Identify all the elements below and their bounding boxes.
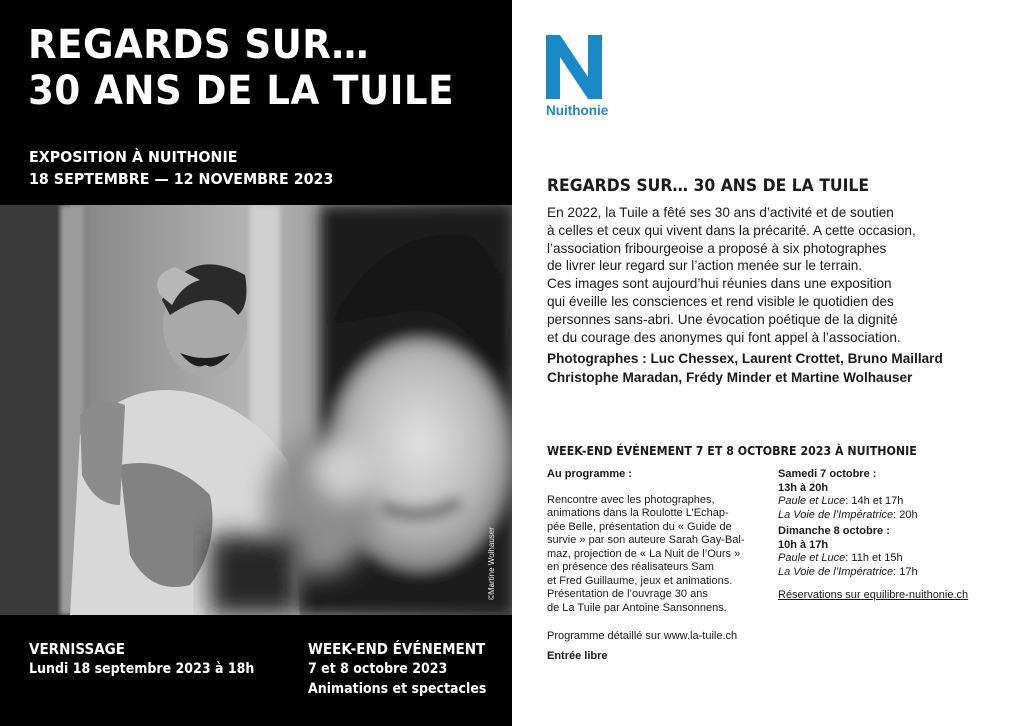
body-line: Ces images sont aujourd’hui réunies dans une exposition (547, 276, 892, 292)
show-name: La Voie de l’Impératrice (778, 565, 894, 578)
exhibition-info (29, 146, 333, 190)
exhibition-venue: EXPOSITION À NUITHONIE (29, 148, 238, 166)
free-entry-label: Entrée libre (547, 649, 608, 662)
show-times: : 14h et 17h (845, 495, 904, 507)
sunday-show2 (778, 566, 1008, 580)
weekend-block (308, 639, 486, 699)
programme-heading: Au programme : (547, 468, 632, 480)
programme-column (547, 468, 767, 663)
sunday-show1 (778, 552, 1008, 566)
weekend-subtitle: Animations et spectacles (308, 681, 487, 697)
programme-line: Rencontre avec les photographes, (547, 493, 715, 506)
main-title-line1: REGARDS SUR… (28, 22, 370, 68)
programme-line: Présentation de l’ouvrage 30 ans (547, 588, 708, 600)
programme-line: en présence des réalisateurs Sam (547, 561, 714, 573)
programme-line: et Fred Guillaume, jeux et animations. (547, 574, 733, 587)
body-line: l’association fribourgeoise a proposé à six photographes (547, 240, 887, 256)
main-title (28, 22, 454, 114)
show-times: : 17h (893, 565, 918, 578)
programme-line: pée Belle, présentation du « Guide de (547, 520, 732, 533)
programme-line: de La Tuile par Antoine Sansonnens. (547, 601, 727, 614)
weekend-title: WEEK-END ÉVÉNEMENT (308, 640, 486, 658)
sunday-day: Dimanche 8 octobre : (778, 525, 890, 537)
photographers-list (547, 350, 943, 387)
photographers-line1: Photographes : Luc Chessex, Laurent Crottet, Bruno Maillard (547, 351, 943, 366)
photo-credit: ©Martine Wolhauser (487, 527, 496, 600)
weekend-heading: WEEK-END ÉVÉNEMENT 7 ET 8 OCTOBRE 2023 À NUITHONIE (547, 444, 917, 458)
vernissage-date: Lundi 18 septembre 2023 à 18h (29, 661, 255, 677)
schedule-column (778, 468, 1008, 603)
body-line: et du courage des anonymes qui font appel à l’association. (547, 329, 901, 345)
right-panel (512, 0, 1024, 726)
weekend-dates: 7 et 8 octobre 2023 (308, 661, 448, 677)
photographers-line2: Christophe Maradan, Frédy Minder et Martine Wolhauser (547, 369, 913, 385)
exhibition-dates: 18 SEPTEMBRE — 12 NOVEMBRE 2023 (29, 170, 334, 188)
programme-line: animations dans la Roulotte L’Echap- (547, 507, 729, 519)
reservations-link[interactable]: Réservations sur equilibre-nuithonie.ch (778, 589, 969, 601)
vernissage-title: VERNISSAGE (29, 640, 125, 658)
show-times: : 11h et 15h (845, 552, 903, 564)
programme-line: maz, projection de « La Nuit de l’Ours » (547, 547, 741, 560)
logo-name: Nuithonie (546, 103, 609, 118)
body-line: qui éveille les consciences et rend visible le quotidien des (547, 293, 894, 309)
body-line: de livrer leur regard sur l’action menée sur le terrain. (547, 258, 863, 274)
saturday-show1 (778, 495, 1008, 509)
show-name: Paule et Luce (778, 552, 846, 564)
body-line: à celles et ceux qui vivent dans la précarité. A cette occasion, (547, 222, 916, 238)
body-line: personnes sans-abri. Une évocation poétique de la dignité (547, 311, 898, 327)
exhibition-photo (0, 205, 512, 615)
show-name: Paule et Luce (778, 495, 846, 507)
vernissage-block (29, 639, 254, 679)
saturday-show2 (778, 509, 1008, 523)
body-line: En 2022, la Tuile a fêté ses 30 ans d’activité et de soutien (547, 205, 894, 220)
show-times: : 20h (893, 508, 918, 521)
sunday-hours: 10h à 17h (778, 538, 829, 551)
nuithonie-logo-icon (546, 35, 602, 99)
article-body (547, 204, 987, 346)
photo-illustration (0, 205, 512, 615)
programme-line: survie » par son auteure Sarah Gay-Bal- (547, 534, 745, 546)
saturday-hours: 13h à 20h (778, 481, 829, 494)
main-title-line2: 30 ANS DE LA TUILE (28, 68, 454, 114)
saturday-day: Samedi 7 octobre : (778, 468, 877, 480)
show-name: La Voie de l’Impératrice (778, 508, 894, 521)
article-title: REGARDS SUR… 30 ANS DE LA TUILE (547, 176, 870, 196)
programme-detail-link[interactable]: Programme détaillé sur www.la-tuile.ch (547, 630, 738, 642)
